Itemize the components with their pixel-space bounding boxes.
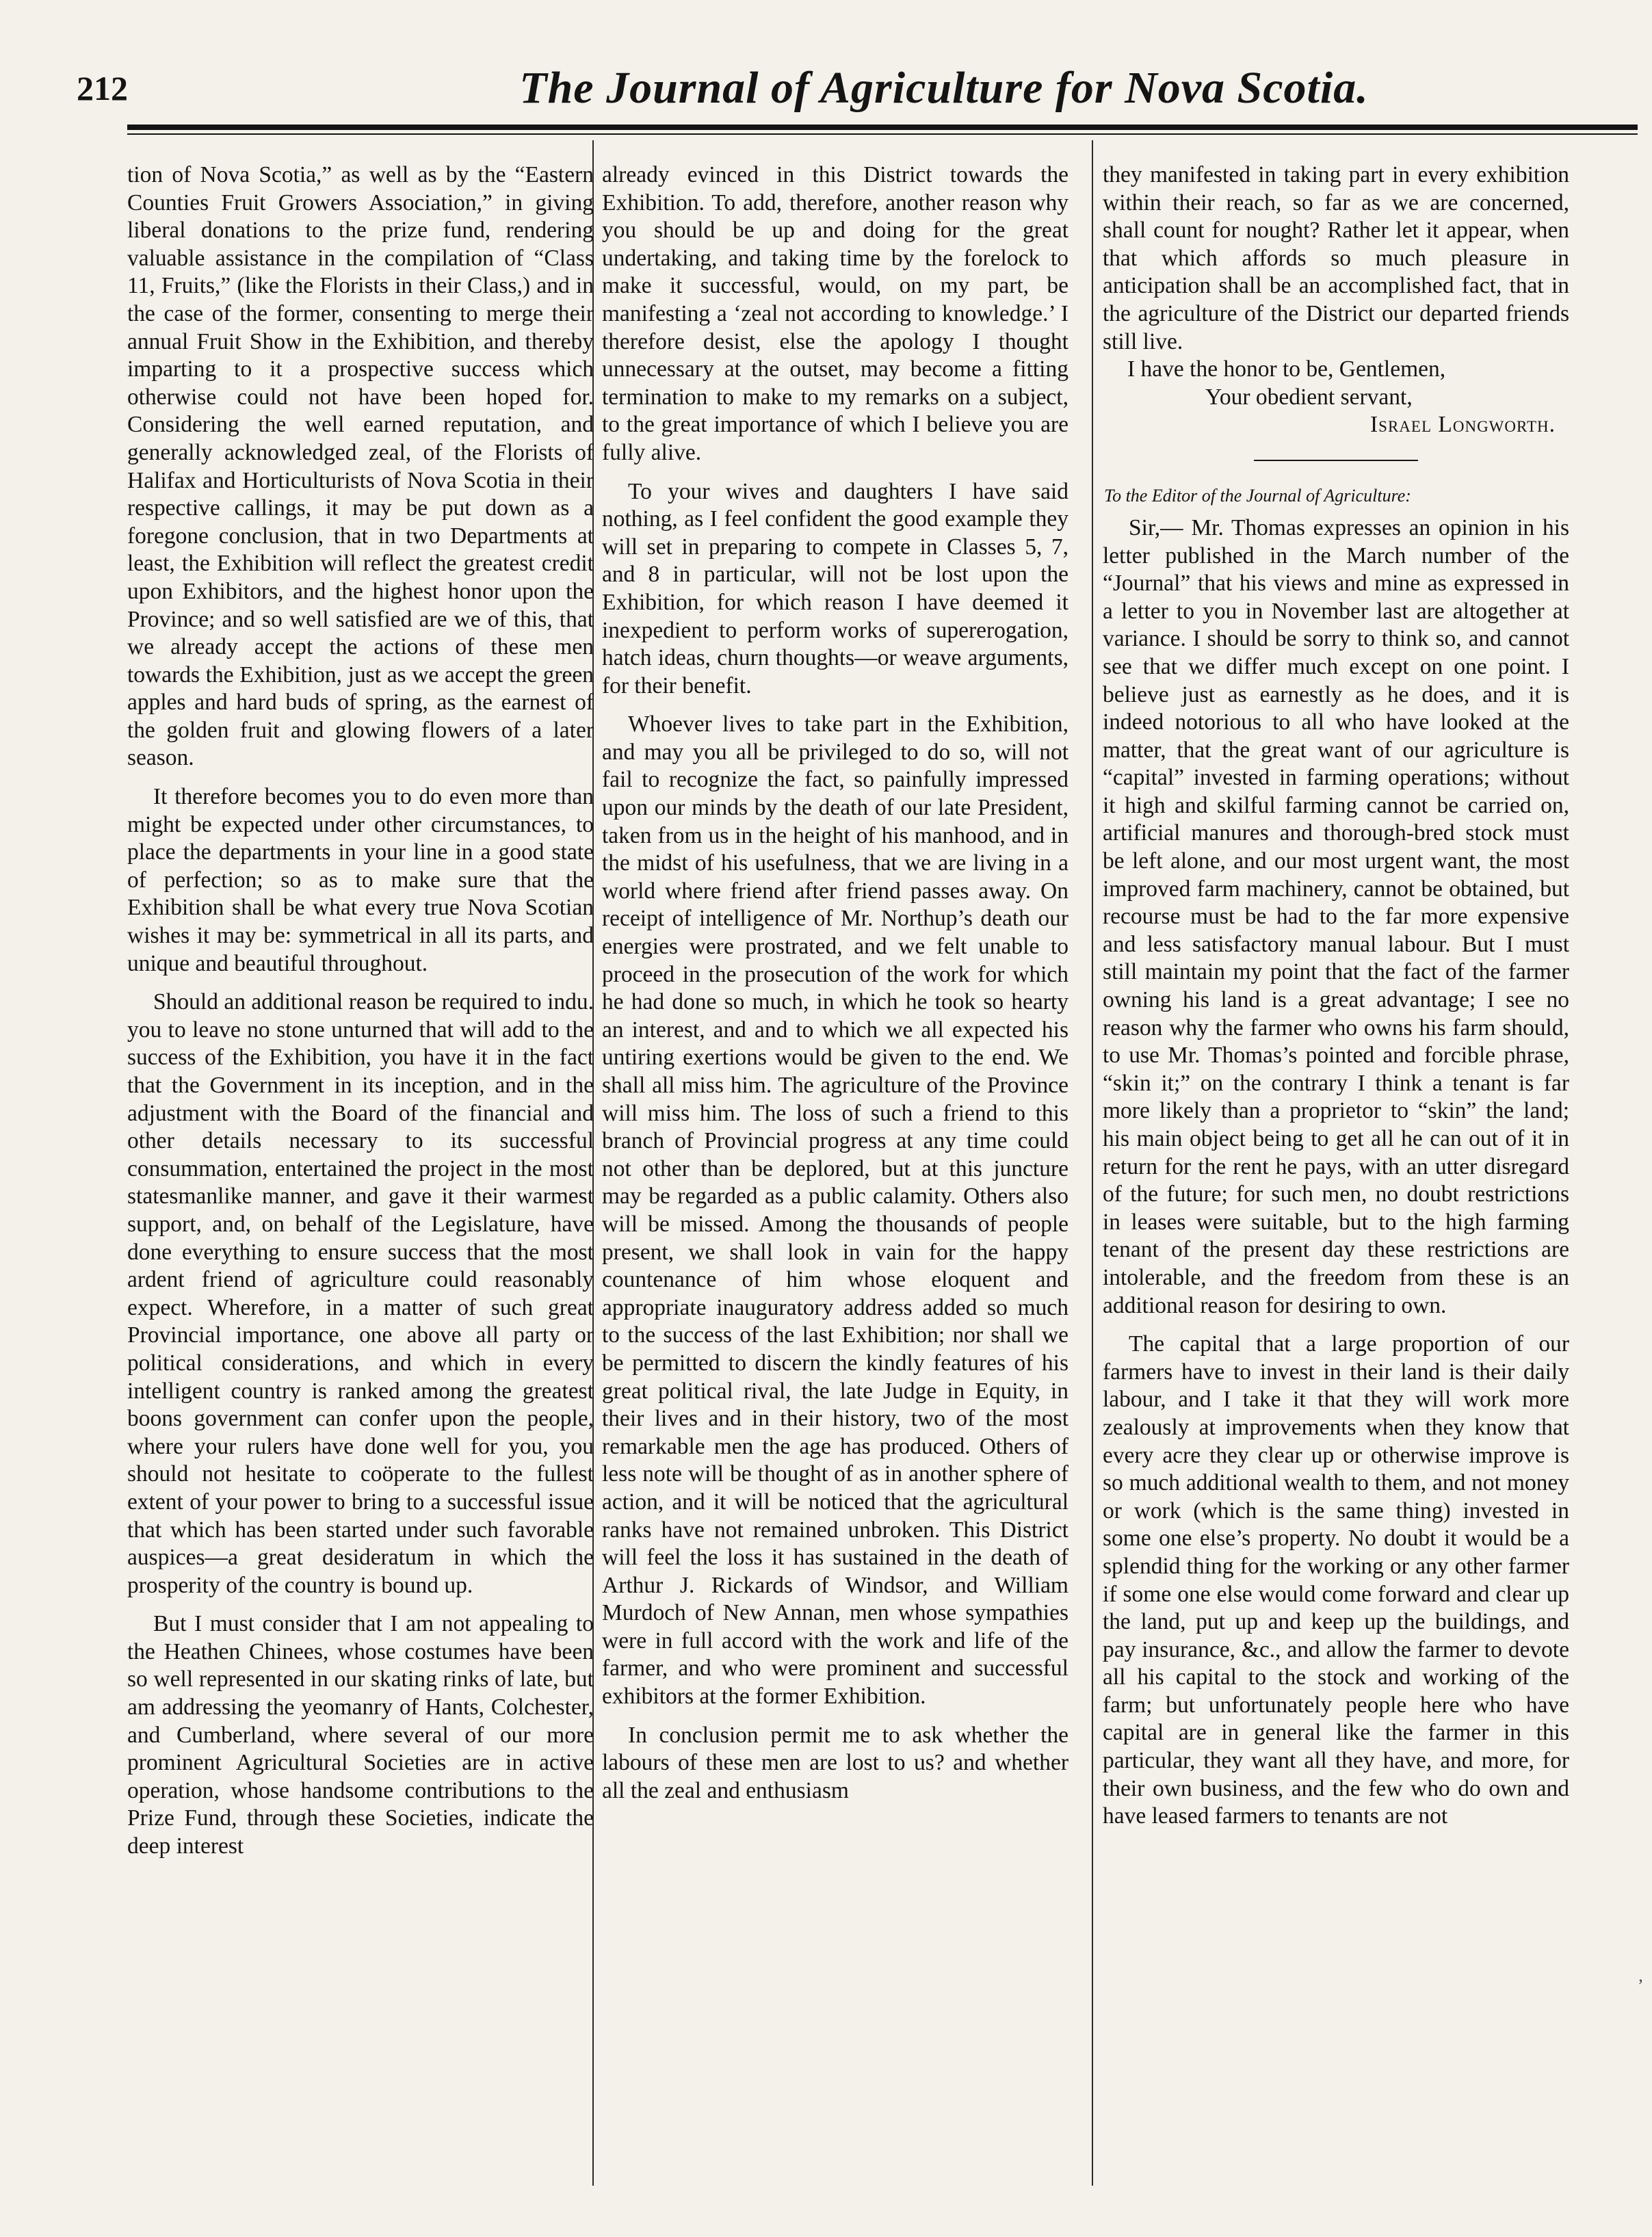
signature-name: Israel Longworth.	[1370, 412, 1556, 438]
page-number: 212	[77, 69, 128, 107]
signoff-servant: Your obedient servant,	[1205, 384, 1413, 410]
column-divider-right	[1092, 140, 1093, 2186]
text-column-1	[127, 161, 594, 2186]
paragraph: Whoever lives to take part in the Exhibition, and may you all be privileged to do so, will not fail to recognize the fact, so painfully impressed upon our minds by the death of our late President, taken from us in the height of his manhood, and in the midst of his usefulness, that we are living in a world where friend after friend passes away. On receipt of intelligence of Mr. Northup’s death our energies were prostrated, and we felt unable to proceed in the prosecution of the work for which he had done so much, in which he took so hearty an interest, and and to which we all expected his untiring exertions would be given to the end. We shall all miss him. The agriculture of the Province will miss him. The loss of such a friend to this branch of Provincial progress at any time could not other than be deplored, but at this juncture may be regarded as a public calamity. Others also will be missed. Among the thousands of people present, we shall look in vain for the happy countenance of him whose eloquent and appropriate inauguratory address added so much to the success of the last Exhibition; nor shall we be permitted to discern the kindly features of his great political rival, the late Judge in Equity, in their lives and in their history, two of the most remarkable men the age has produced. Others of less note will be thought of as in another sphere of action, and it will be noticed that the agricultural ranks have not remained unbroken. This District will feel the loss it has sustained in the death of Arthur J. Rickards of Windsor, and William Murdoch of New Annan, men whose sympathies were in full accord with the work and life of the farmer, and who were prominent and successful exhibitors at the former Exhibition.	[602, 711, 1068, 1710]
header-rule-thin	[127, 133, 1638, 135]
section-rule	[1254, 460, 1418, 461]
paragraph: already evinced in this District towards the Exhibition. To add, therefore, another reason why you should be up and doing for the great undertaking, and taking time by the forelock to make it successful, would, on my part, be manifesting a ‘zeal not according to knowledge.’ I therefore desist, else the apology I thought unnecessary at the outset, may become a fitting termination to make to my remarks on a subject, to the great importance of which I believe you are fully alive.	[602, 162, 1068, 465]
paragraph: But I must consider that I am not appealing to the Heathen Chinees, whose costumes have been so well represented in our skating rinks of late, but am addressing the yeomanry of Hants, Colchester, and Cumberland, where several of our more prominent Agricultural Societies are in active operation, whose handsome contributions to the Prize Fund, through these Societies, indicate the deep interest	[127, 1611, 594, 1859]
paragraph: In conclusion permit me to ask whether the labours of these men are lost to us? and whether all the zeal and enthusiasm	[602, 1722, 1068, 1803]
text-column-3	[1103, 161, 1569, 2186]
page-header	[0, 0, 1652, 130]
paragraph: Sir,— Mr. Thomas expresses an opinion in his letter published in the March number of the “Journal” that his views and mine as expressed in a letter to you in November last are altogether at variance. I should be sorry to think so, and cannot see that we differ much except on one point. I believe just as earnestly as he does, and it is indeed notorious to all who have looked at the matter, that the great want of our agriculture is “capital” invested in farming operations; without it high and skilful farming cannot be carried on, artificial manures and thorough-bred stock must be left alone, and our most urgent want, the most improved farm machinery, cannot be obtained, but recourse must be had to the far more expensive and less satisfactory manual labour. But I must still maintain my point that the fact of the farmer owning his land is a great advantage; I see no reason why the farmer who owns his farm should, to use Mr. Thomas’s pointed and forcible phrase, “skin it;” on the contrary I think a tenant is far more likely than a proprietor to “skin” the land; his main object being to get all he can out of it in return for the rent he pays, with an utter disregard of the future; for such men, no doubt restrictions in leases were suitable, but to the high farming tenant of the present day these restrictions are intolerable, and the freedom from these is an additional reason for desiring to own.	[1103, 514, 1569, 1318]
paragraph: The capital that a large proportion of our farmers have to invest in their land is their daily labour, and I take it that they will work more zealously at improvements when they know that every acre they clear up or otherwise improve is so much additional wealth to them, and not money or work (which is the same thing) invested in some one else’s property. No doubt it would be a splendid thing for the working or any other farmer if some one else would come forward and clear up the land, put up and keep up the buildings, and pay insurance, &c., and allow the farmer to devote all his capital to the stock and working of the farm; but unfortunately people here who have capital are in general like the farmer in this particular, they want all they have, and more, for their own business, and the few who do own and have leased farmers to tenants are not	[1103, 1331, 1569, 1829]
paragraph: Should an additional reason be required to indu. you to leave no stone unturned that will add to the success of the Exhibition, you have it in the fact that the Government in its inception, and in the adjustment with the Board of the financial and other details necessary to its successful consummation, entertained the project in the most statesmanlike manner, and gave it their warmest support, and, on behalf of the Legislature, have done everything to ensure success that the most ardent friend of agriculture could reasonably expect. Wherefore, in a matter of such great Provincial importance, one above all party or political considerations, and which in every intelligent country is ranked among the greatest boons government can confer upon the people, where your rulers have done well for you, you should not hesitate to coöperate to the fullest extent of your power to bring to a successful issue that which has been started under such favorable auspices—a great desideratum in which the prosperity of the country is bound up.	[127, 989, 594, 1598]
paragraph: they manifested in taking part in every exhibition within their reach, so far as we are concerned, shall count for nought? Rather let it appear, when that which affords so much pleasure in anticipation shall be an accomplished fact, that in the agriculture of the District our departed friends still live.	[1103, 162, 1569, 354]
paragraph: tion of Nova Scotia,” as well as by the “Eastern Counties Fruit Growers Association,” in giving liberal donations to the prize fund, rendering valuable assistance in the compilation of “Class 11, Fruits,” (like the Florists in their Class,) and in the case of the former, consenting to merge their annual Fruit Show in the Exhibition, and thereby imparting to it a prospective success which otherwise could not have been hoped for. Considering the well earned reputation, and generally acknowledged zeal, of the Florists of Halifax and Horticulturists of Nova Scotia in their respective callings, it may be put down as a foregone conclusion, that in two Departments at least, the Exhibition will reflect the greatest credit upon Exhibitors, and the highest honor upon the Province; and so well satisfied are we of this, that we already accept the actions of these men towards the Exhibition, just as we accept the green apples and hard buds of spring, as the earnest of the golden fruit and glowing flowers of a later season.	[127, 162, 594, 771]
journal-title: The Journal of Agriculture for Nova Scotia.	[519, 63, 1369, 113]
signoff-closing: I have the honor to be, Gentlemen,	[1127, 356, 1446, 382]
paragraph: It therefore becomes you to do even more than might be expected under other circumstances, to place the departments in your line in a good state of perfection; so as to make sure that the Exhibition shall be what every true Nova Scotian wishes it may be: symmetrical in all its parts, and unique and beautiful throughout.	[127, 784, 594, 976]
letter-address: To the Editor of the Journal of Agriculture:	[1104, 485, 1411, 506]
margin-mark: ’	[1638, 1976, 1644, 1996]
header-rule-thick	[127, 125, 1638, 130]
text-column-2	[602, 161, 1068, 2186]
paragraph: To your wives and daughters I have said nothing, as I feel confident the good example they will set in preparing to compete in Classes 5, 7, and 8 in particular, will not be lost upon the Exhibition, for which reason I have deemed it inexpedient to perform works of supererogation, hatch ideas, churn thoughts—or weave arguments, for their benefit.	[602, 478, 1068, 698]
